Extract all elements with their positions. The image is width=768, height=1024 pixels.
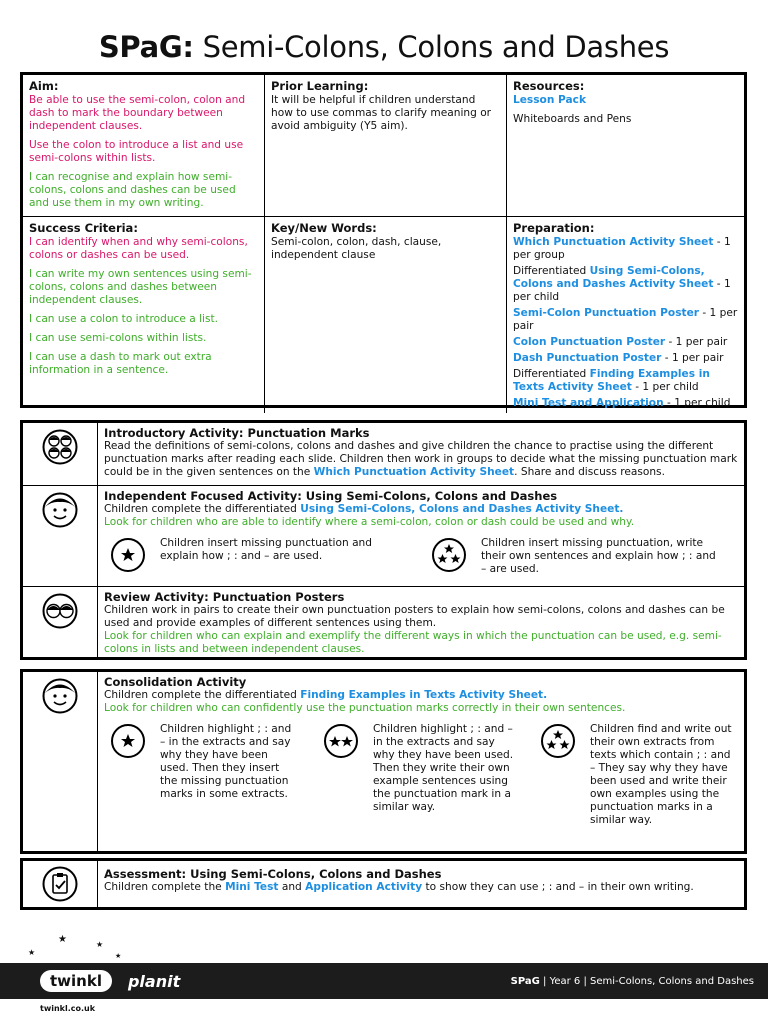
- consolidation-row: [23, 672, 744, 851]
- assessment-icon-col: [23, 861, 98, 907]
- which-punctuation-link[interactable]: Which Punctuation Activity Sheet: [313, 466, 515, 478]
- two-star-text: Children highlight ; : and – in the extracts and say why they have been used. Then they write their own example sentences using the punctuation mark in a similar way.: [373, 723, 514, 813]
- intro-text: Read the definitions of semi-colons, colons and dashes and give children the chance to practise using the different punctuation marks after reading each slide. Children then work in groups to decide what the missing punctuation mark could be in the given sentences on the Which Punctuation Activity Sheet. Share and discuss reasons.: [104, 440, 738, 478]
- two-star-level: [323, 723, 540, 827]
- prep-item: Colon Punctuation Poster - 1 per pair: [513, 336, 728, 348]
- child-face-icon: [42, 492, 78, 528]
- aim-cell: [23, 75, 265, 217]
- prep-link[interactable]: Dash Punctuation Poster: [513, 352, 662, 364]
- one-star-level: [104, 537, 431, 576]
- three-star-level: [540, 723, 732, 827]
- independent-text: Children complete the differentiated Using Semi-Colons, Colons and Dashes Activity Sheet.: [104, 503, 624, 515]
- prep-link[interactable]: Semi-Colon Punctuation Poster: [513, 307, 699, 319]
- preparation-heading: Preparation:: [513, 221, 595, 235]
- page-title: SPaG: Semi-Colons, Colons and Dashes: [98, 30, 670, 64]
- face-icon-col: [23, 486, 98, 586]
- intro-activity-content: [98, 423, 744, 485]
- prep-link[interactable]: Colon Punctuation Poster: [513, 336, 666, 348]
- two-star-icon: [323, 723, 359, 759]
- sparkle-icon: ★: [28, 948, 36, 957]
- independent-activity-content: [98, 486, 744, 586]
- sparkle-icon: ★: [115, 952, 122, 960]
- success-criteria-cell: [23, 217, 265, 413]
- intro-heading: Introductory Activity: Punctuation Marks: [104, 426, 370, 440]
- one-star-icon: [110, 537, 146, 573]
- pair-faces-icon-col: [23, 587, 98, 657]
- aim-text: Use the colon to introduce a list and use semi-colons within lists.: [29, 139, 244, 164]
- prep-item: Which Punctuation Activity Sheet - 1 per group: [513, 236, 731, 261]
- success-heading: Success Criteria:: [29, 221, 138, 235]
- success-criterion: I can use semi-colons within lists.: [29, 332, 207, 344]
- review-activity-content: [98, 587, 744, 657]
- prep-link[interactable]: Which Punctuation Activity Sheet: [513, 236, 714, 248]
- consolidation-box: [20, 669, 747, 854]
- independent-activity-row: [23, 486, 744, 587]
- success-criterion: I can use a colon to introduce a list.: [29, 313, 219, 325]
- planit-logo: planit: [127, 971, 181, 991]
- resources-heading: Resources:: [513, 79, 585, 93]
- brand-logos: [0, 970, 180, 992]
- resources-text: Whiteboards and Pens: [513, 113, 632, 125]
- aim-heading: Aim:: [29, 79, 59, 93]
- finding-examples-link[interactable]: Finding Examples in Texts Activity Sheet.: [300, 689, 548, 701]
- review-heading: Review Activity: Punctuation Posters: [104, 590, 345, 604]
- consolidation-look-for: Look for children who can confidently use the punctuation marks correctly in their own sentences.: [104, 702, 626, 714]
- consolidation-heading: Consolidation Activity: [104, 675, 247, 689]
- pair-faces-icon: [42, 593, 78, 629]
- assessment-text: Children complete the Mini Test and Application Activity to show they can use ; : and – in their own writing.: [104, 881, 694, 893]
- application-activity-link[interactable]: Application Activity: [305, 881, 423, 893]
- three-star-text: Children find and write out their own extracts from texts which contain ; : and – They say why they have been used and write their own examples using the punctuation marks in a similar way.: [590, 723, 732, 826]
- one-star-level: [104, 723, 323, 827]
- assessment-row: [23, 861, 744, 907]
- checklist-icon: [42, 866, 78, 902]
- footer-lesson-info: SPaG | Year 6 | Semi-Colons, Colons and Dashes: [510, 975, 754, 987]
- prior-learning-cell: [265, 75, 507, 217]
- three-star-icon: [431, 537, 467, 573]
- success-criterion: I can write my own sentences using semi-colons, colons and dashes between independent clauses.: [29, 268, 252, 306]
- lesson-pack-link[interactable]: Lesson Pack: [513, 94, 587, 106]
- twinkl-logo: twinkl: [40, 970, 112, 992]
- aim-statement: I can recognise and explain how semi-colons, colons and dashes can be used and use them in my own writing.: [29, 171, 236, 209]
- footer-bar: [0, 963, 768, 999]
- success-criterion: I can use a dash to mark out extra information in a sentence.: [29, 351, 212, 376]
- face-icon-col: [23, 672, 98, 851]
- sparkle-icon: ★: [96, 940, 104, 949]
- consolidation-text: Children complete the differentiated Finding Examples in Texts Activity Sheet.: [104, 689, 548, 701]
- group-faces-icon-col: [23, 423, 98, 485]
- mini-test-link[interactable]: Mini Test: [225, 881, 279, 893]
- consolidation-content: [98, 672, 744, 851]
- prior-text: It will be helpful if children understand how to use commas to clarify meaning or avoid ambiguity (Y5 aim).: [271, 94, 492, 132]
- using-semicolons-link[interactable]: Using Semi-Colons, Colons and Dashes Activity Sheet.: [300, 503, 624, 515]
- prep-link[interactable]: Finding Examples in Texts Activity Sheet: [513, 368, 710, 393]
- group-faces-icon: [42, 429, 78, 465]
- independent-look-for: Look for children who are able to identify where a semi-colon, colon or dash could be used and why.: [104, 516, 635, 528]
- prep-item: Differentiated Using Semi-Colons, Colons and Dashes Activity Sheet - 1 per child: [513, 265, 731, 303]
- footer-url[interactable]: twinkl.co.uk: [40, 1004, 96, 1013]
- aim-text: Be able to use the semi-colon, colon and dash to mark the boundary between independent clauses.: [29, 94, 246, 132]
- prior-heading: Prior Learning:: [271, 79, 369, 93]
- intro-activity-row: [23, 423, 744, 486]
- prep-item: Dash Punctuation Poster - 1 per pair: [513, 352, 724, 364]
- resources-cell: [507, 75, 744, 217]
- one-star-icon: [110, 723, 146, 759]
- keywords-text: Semi-colon, colon, dash, clause, independent clause: [271, 236, 442, 261]
- assessment-content: [98, 861, 744, 907]
- review-text: Children work in pairs to create their own punctuation posters to explain how semi-colons, colons and dashes can be used and provide examples of different sentences using them.: [104, 604, 725, 629]
- assessment-heading: Assessment: Using Semi-Colons, Colons and Dashes: [104, 867, 442, 881]
- keywords-heading: Key/New Words:: [271, 221, 377, 235]
- child-face-icon: [42, 678, 78, 714]
- prep-link[interactable]: Using Semi-Colons, Colons and Dashes Activity Sheet: [513, 265, 714, 290]
- three-star-level: [431, 537, 721, 576]
- prep-item: Semi-Colon Punctuation Poster - 1 per pair: [513, 307, 738, 332]
- sparkle-icon: ★: [58, 934, 67, 945]
- activities-box: [20, 420, 747, 660]
- preparation-cell: [507, 217, 744, 413]
- lesson-overview-grid: [20, 72, 747, 408]
- assessment-box: [20, 858, 747, 910]
- review-look-for: Look for children who can explain and exemplify the different ways in which the punctuation can be used, e.g. semi-colons in lists and between independent clauses.: [104, 630, 722, 655]
- differentiation-row: [104, 537, 738, 576]
- prep-item: Mini Test and Application - 1 per child: [513, 397, 731, 409]
- one-star-text: Children highlight ; : and – in the extracts and say why they have been used. Then they insert the missing punctuation marks in some extracts.: [160, 723, 292, 800]
- key-words-cell: [265, 217, 507, 413]
- one-star-text: Children insert missing punctuation and explain how ; : and – are used.: [160, 537, 372, 562]
- independent-heading: Independent Focused Activity: Using Semi-Colons, Colons and Dashes: [104, 489, 558, 503]
- three-star-text: Children insert missing punctuation, write their own sentences and explain how ; : and – are used.: [481, 537, 716, 575]
- differentiation-row: [104, 723, 738, 827]
- prep-link[interactable]: Mini Test and Application: [513, 397, 664, 409]
- success-criterion: I can identify when and why semi-colons, colons or dashes can be used.: [29, 236, 248, 261]
- prep-item: Differentiated Finding Examples in Texts Activity Sheet - 1 per child: [513, 368, 710, 393]
- review-activity-row: [23, 587, 744, 657]
- three-star-icon: [540, 723, 576, 759]
